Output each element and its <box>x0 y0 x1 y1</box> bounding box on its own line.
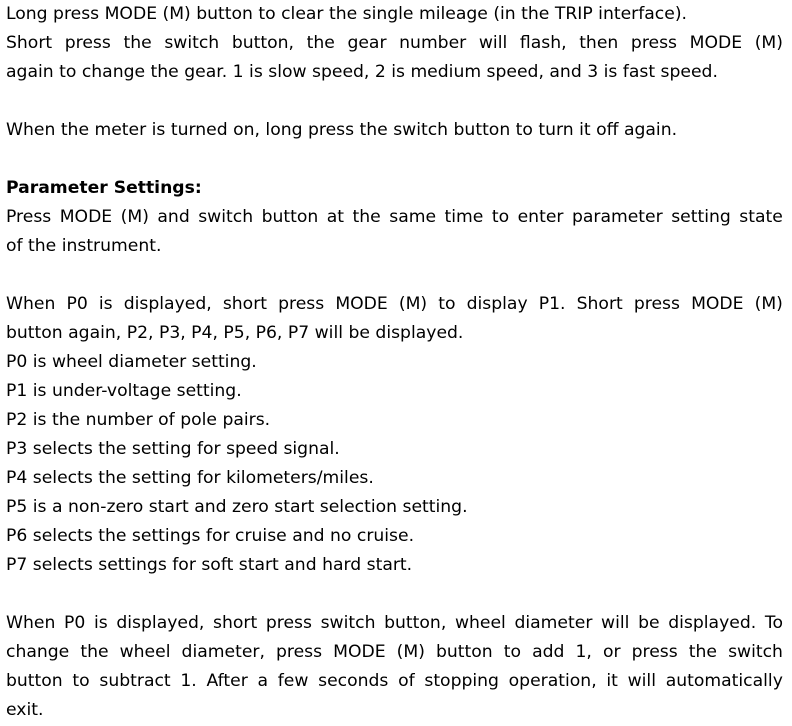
word: wheel <box>119 642 171 662</box>
word: MODE <box>333 642 386 662</box>
word: switch <box>728 642 783 662</box>
power-off-line: When the meter is turned on, long press the switch button to turn it off again. <box>6 120 678 140</box>
document-body <box>6 0 783 725</box>
word: to <box>491 207 510 227</box>
word: short <box>213 613 258 633</box>
word: (M) <box>754 294 783 314</box>
spacer <box>6 261 783 290</box>
word: P0 <box>66 294 88 314</box>
word: number <box>399 33 467 53</box>
intro-line-3: again to change the gear. 1 is slow speed, 2 is medium speed, and 3 is fast speed. <box>6 62 718 82</box>
word: MODE <box>335 294 388 314</box>
word: add <box>532 642 565 662</box>
word: switch <box>164 33 220 53</box>
word: When <box>6 294 56 314</box>
word: P1. <box>538 294 566 314</box>
word: diameter, <box>181 642 265 662</box>
word: will <box>601 613 630 633</box>
word: diameter <box>514 613 593 633</box>
spacer <box>6 87 783 116</box>
word: MODE <box>689 33 743 53</box>
word: seconds <box>318 671 389 691</box>
word: press <box>630 33 678 53</box>
word: the <box>80 642 109 662</box>
word: wheel <box>454 613 506 633</box>
wheel-line-2 <box>6 638 783 667</box>
word: flash, <box>519 33 567 53</box>
word: press <box>633 294 680 314</box>
word: time <box>444 207 484 227</box>
word: press <box>64 33 111 53</box>
word: button <box>261 207 319 227</box>
word: parameter <box>571 207 663 227</box>
p-item-p0: P0 is wheel diameter setting. <box>6 352 257 372</box>
params-line-2: of the instrument. <box>6 236 162 256</box>
p-item-p5: P5 is a non-zero start and zero start selection setting. <box>6 497 468 517</box>
word: it <box>606 671 618 691</box>
word: switch <box>320 613 376 633</box>
word: will <box>627 671 656 691</box>
word: MODE <box>691 294 744 314</box>
parameter-settings-heading: Parameter Settings: <box>6 178 202 198</box>
word: (M) <box>754 33 783 53</box>
word: and <box>157 207 190 227</box>
word: short <box>222 294 267 314</box>
word: few <box>277 671 309 691</box>
word: displayed, <box>116 613 205 633</box>
p-list-line-2: button again, P2, P3, P4, P5, P6, P7 will be displayed. <box>6 323 464 343</box>
word: stopping <box>424 671 499 691</box>
word: press <box>278 294 325 314</box>
word: state <box>739 207 783 227</box>
word: button, <box>384 613 447 633</box>
word: Press <box>6 207 52 227</box>
word: When <box>6 613 56 633</box>
wheel-line-1 <box>6 609 783 638</box>
word: Short <box>6 33 53 53</box>
word: P0 <box>64 613 86 633</box>
word: button <box>6 671 63 691</box>
word: press <box>265 613 312 633</box>
word: To <box>764 613 783 633</box>
word: be <box>638 613 660 633</box>
p-item-p3: P3 selects the setting for speed signal. <box>6 439 340 459</box>
word: (M) <box>120 207 149 227</box>
word: displayed. <box>668 613 757 633</box>
spacer <box>6 145 783 174</box>
p-item-p2: P2 is the number of pole pairs. <box>6 410 271 430</box>
word: operation, <box>508 671 597 691</box>
word: 1. <box>180 671 197 691</box>
word: (M) <box>398 294 428 314</box>
word: enter <box>517 207 564 227</box>
word: MODE <box>59 207 113 227</box>
params-line-1 <box>6 203 783 232</box>
word: change <box>6 642 70 662</box>
word: is <box>98 294 113 314</box>
word: then <box>579 33 619 53</box>
word: button <box>435 642 493 662</box>
word: will <box>478 33 508 53</box>
word: displayed, <box>123 294 212 314</box>
word: subtract <box>99 671 171 691</box>
word: After <box>206 671 248 691</box>
word: display <box>466 294 528 314</box>
word: the <box>306 33 335 53</box>
p-item-p4: P4 selects the setting for kilometers/miles. <box>6 468 374 488</box>
word: the <box>352 207 381 227</box>
word: (M) <box>396 642 425 662</box>
wheel-line-4: exit. <box>6 700 44 720</box>
word: 1, <box>575 642 592 662</box>
wheel-line-3 <box>6 667 783 696</box>
word: or <box>602 642 621 662</box>
word: the <box>688 642 717 662</box>
word: of <box>398 671 415 691</box>
p-list-line-1 <box>6 290 783 319</box>
word: press <box>631 642 678 662</box>
word: the <box>123 33 152 53</box>
word: setting <box>671 207 731 227</box>
word: at <box>326 207 345 227</box>
word: a <box>257 671 269 691</box>
word: to <box>72 671 90 691</box>
word: to <box>438 294 456 314</box>
p-item-p6: P6 selects the settings for cruise and no cruise. <box>6 526 415 546</box>
word: gear <box>347 33 387 53</box>
intro-line-2 <box>6 29 783 58</box>
word: same <box>389 207 437 227</box>
word: automatically <box>665 671 783 691</box>
spacer <box>6 580 783 609</box>
word: button, <box>231 33 294 53</box>
word: switch <box>198 207 254 227</box>
word: press <box>276 642 323 662</box>
p-item-p7: P7 selects settings for soft start and hard start. <box>6 555 413 575</box>
word: to <box>503 642 522 662</box>
word: is <box>93 613 108 633</box>
p-item-p1: P1 is under-voltage setting. <box>6 381 242 401</box>
intro-line-1: Long press MODE (M) button to clear the single mileage (in the TRIP interface). <box>6 4 687 24</box>
word: Short <box>576 294 623 314</box>
